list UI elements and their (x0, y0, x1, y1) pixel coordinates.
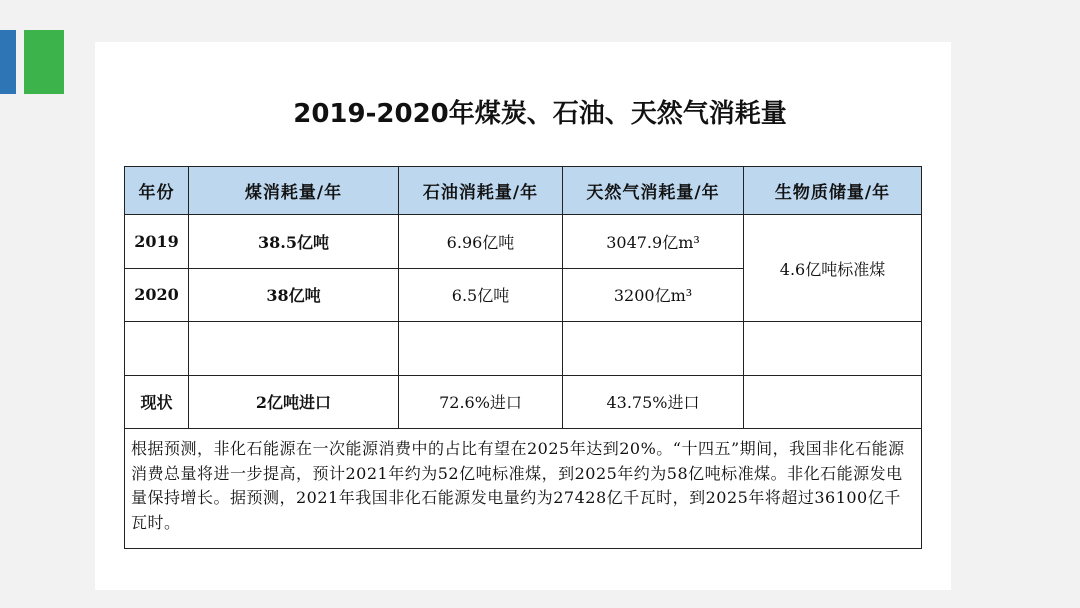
cell-biomass (744, 375, 922, 429)
table-note-row (125, 429, 922, 549)
header-year: 年份 (125, 167, 189, 215)
cell-oil (399, 322, 563, 376)
table-row (125, 322, 922, 376)
cell-gas: 3047.9亿m³ (563, 215, 744, 269)
consumption-table (124, 166, 922, 549)
table-row (125, 215, 922, 269)
cell-year: 2019 (125, 215, 189, 269)
cell-gas: 3200亿m³ (563, 268, 744, 322)
forecast-note: 根据预测，非化石能源在一次能源消费中的占比有望在2025年达到20%。“十四五”期间，我国非化石能源消费总量将进一步提高，预计2021年约为52亿吨标准煤，到2025年约为58亿吨标准煤。非化石能源发电量保持增长。据预测，2021年我国非化石能源发电量约为27428亿千瓦时，到2025年将超过36100亿千瓦时。 (125, 429, 922, 549)
header-biomass: 生物质储量/年 (744, 167, 922, 215)
accent-bar-green (24, 30, 64, 94)
cell-oil: 6.96亿吨 (399, 215, 563, 269)
header-coal: 煤消耗量/年 (189, 167, 399, 215)
accent-bar-blue (0, 30, 16, 94)
cell-year: 现状 (125, 375, 189, 429)
header-oil: 石油消耗量/年 (399, 167, 563, 215)
cell-gas: 43.75%进口 (563, 375, 744, 429)
cell-coal: 38亿吨 (189, 268, 399, 322)
cell-year (125, 322, 189, 376)
cell-oil: 72.6%进口 (399, 375, 563, 429)
cell-coal: 38.5亿吨 (189, 215, 399, 269)
cell-year: 2020 (125, 268, 189, 322)
cell-biomass-merged: 4.6亿吨标准煤 (744, 215, 922, 322)
header-gas: 天然气消耗量/年 (563, 167, 744, 215)
cell-gas (563, 322, 744, 376)
cell-coal (189, 322, 399, 376)
cell-oil: 6.5亿吨 (399, 268, 563, 322)
table-row (125, 375, 922, 429)
page-title: 2019-2020年煤炭、石油、天然气消耗量 (293, 99, 787, 129)
table-header-row (125, 167, 922, 215)
cell-biomass (744, 322, 922, 376)
cell-coal: 2亿吨进口 (189, 375, 399, 429)
